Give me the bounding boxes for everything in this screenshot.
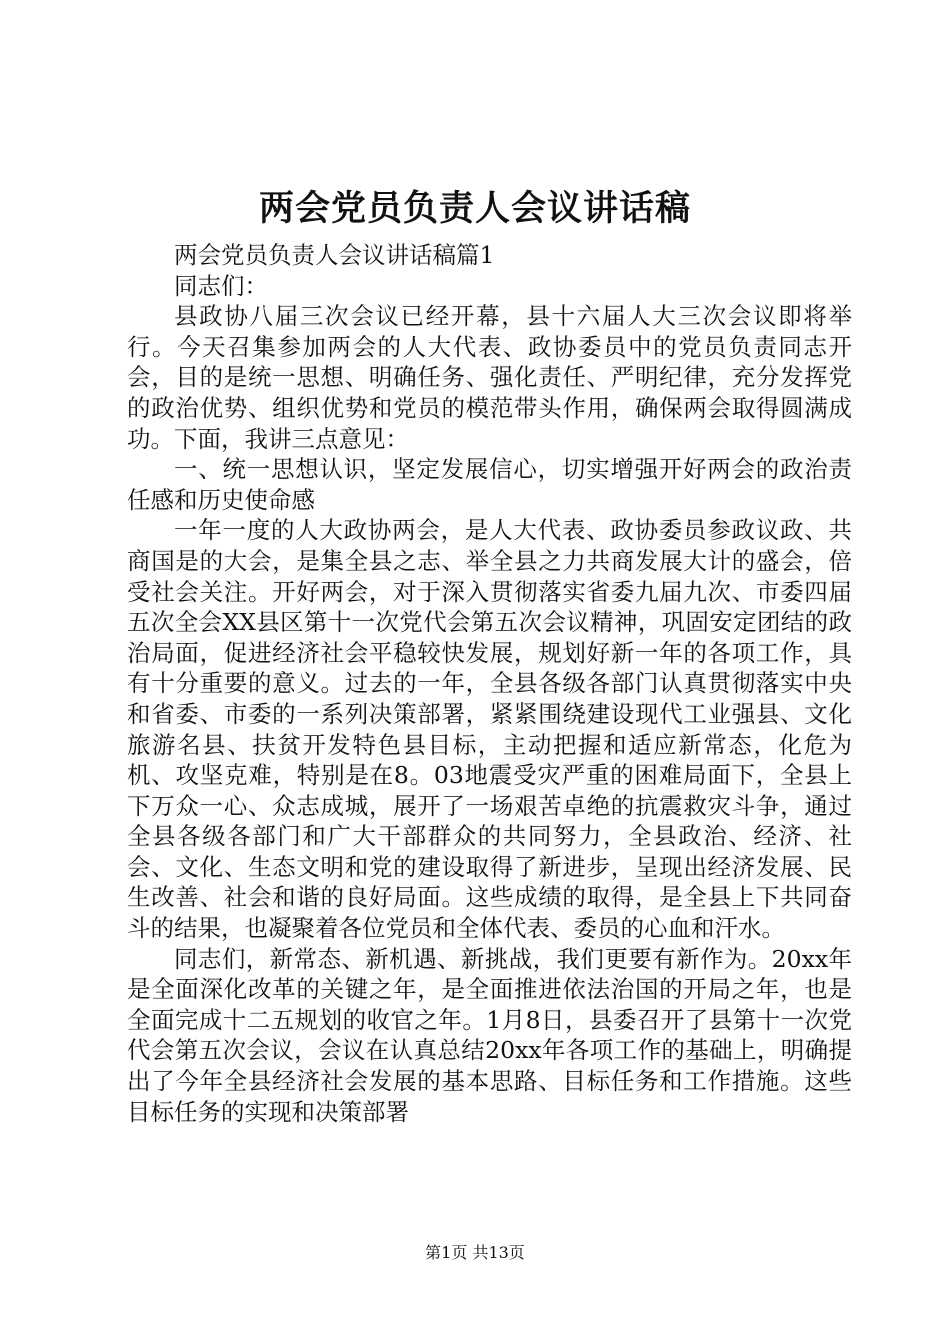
paragraph: 同志们，新常态、新机遇、新挑战，我们更要有新作为。20xx年是全面深化改革的关键之年，是全面推进依法治国的开局之年，也是全面完成十二五规划的收官之年。1月8日，县委召开了县第十一次党代会第五次会议，会议在认真总结20xx年各项工作的基础上，明确提出了今年全县经济社会发展的基本思路、目标任务和工作措施。这些目标任务的实现和决策部署 [127, 944, 852, 1126]
document-body [127, 240, 852, 1127]
page-footer: 第1页 共13页 [425, 1243, 525, 1262]
paragraph: 一年一度的人大政协两会，是人大代表、政协委员参政议政、共商国是的大会，是集全县之志、举全县之力共商发展大计的盛会，倍受社会关注。开好两会，对于深入贯彻落实省委九届九次、市委四届五次全会XX县区第十一次党代会第五次会议精神，巩固安定团结的政治局面，促进经济社会平稳较快发展，规划好新一年的各项工作，具有十分重要的意义。过去的一年，全县各级各部门认真贯彻落实中央和省委、市委的一系列决策部署，紧紧围绕建设现代工业强县、文化旅游名县、扶贫开发特色县目标，主动把握和适应新常态，化危为机、攻坚克难，特别是在8。03地震受灾严重的困难局面下，全县上下万众一心、众志成城，展开了一场艰苦卓绝的抗震救灾斗争，通过全县各级各部门和广大干部群众的共同努力，全县政治、经济、社会、文化、生态文明和党的建设取得了新进步，呈现出经济发展、民生改善、社会和谐的良好局面。这些成绩的取得，是全县上下共同奋斗的结果，也凝聚着各位党员和全体代表、委员的心血和汗水。 [127, 516, 852, 943]
salutation: 同志们： [174, 271, 268, 300]
document-title: 两会党员负责人会议讲话稿 [258, 188, 691, 229]
paragraph: 县政协八届三次会议已经开幕，县十六届人大三次会议即将举行。今天召集参加两会的人大代表、政协委员中的党员负责同志开会，目的是统一思想、明确任务、强化责任、严明纪律，充分发挥党的政治优势、组织优势和党员的模范带头作用，确保两会取得圆满成功。下面，我讲三点意见： [127, 302, 852, 453]
section-heading: 两会党员负责人会议讲话稿篇1 [174, 241, 495, 269]
point-heading: 一、统一思想认识，坚定发展信心，切实增强开好两会的政治责任感和历史使命感 [127, 455, 852, 514]
